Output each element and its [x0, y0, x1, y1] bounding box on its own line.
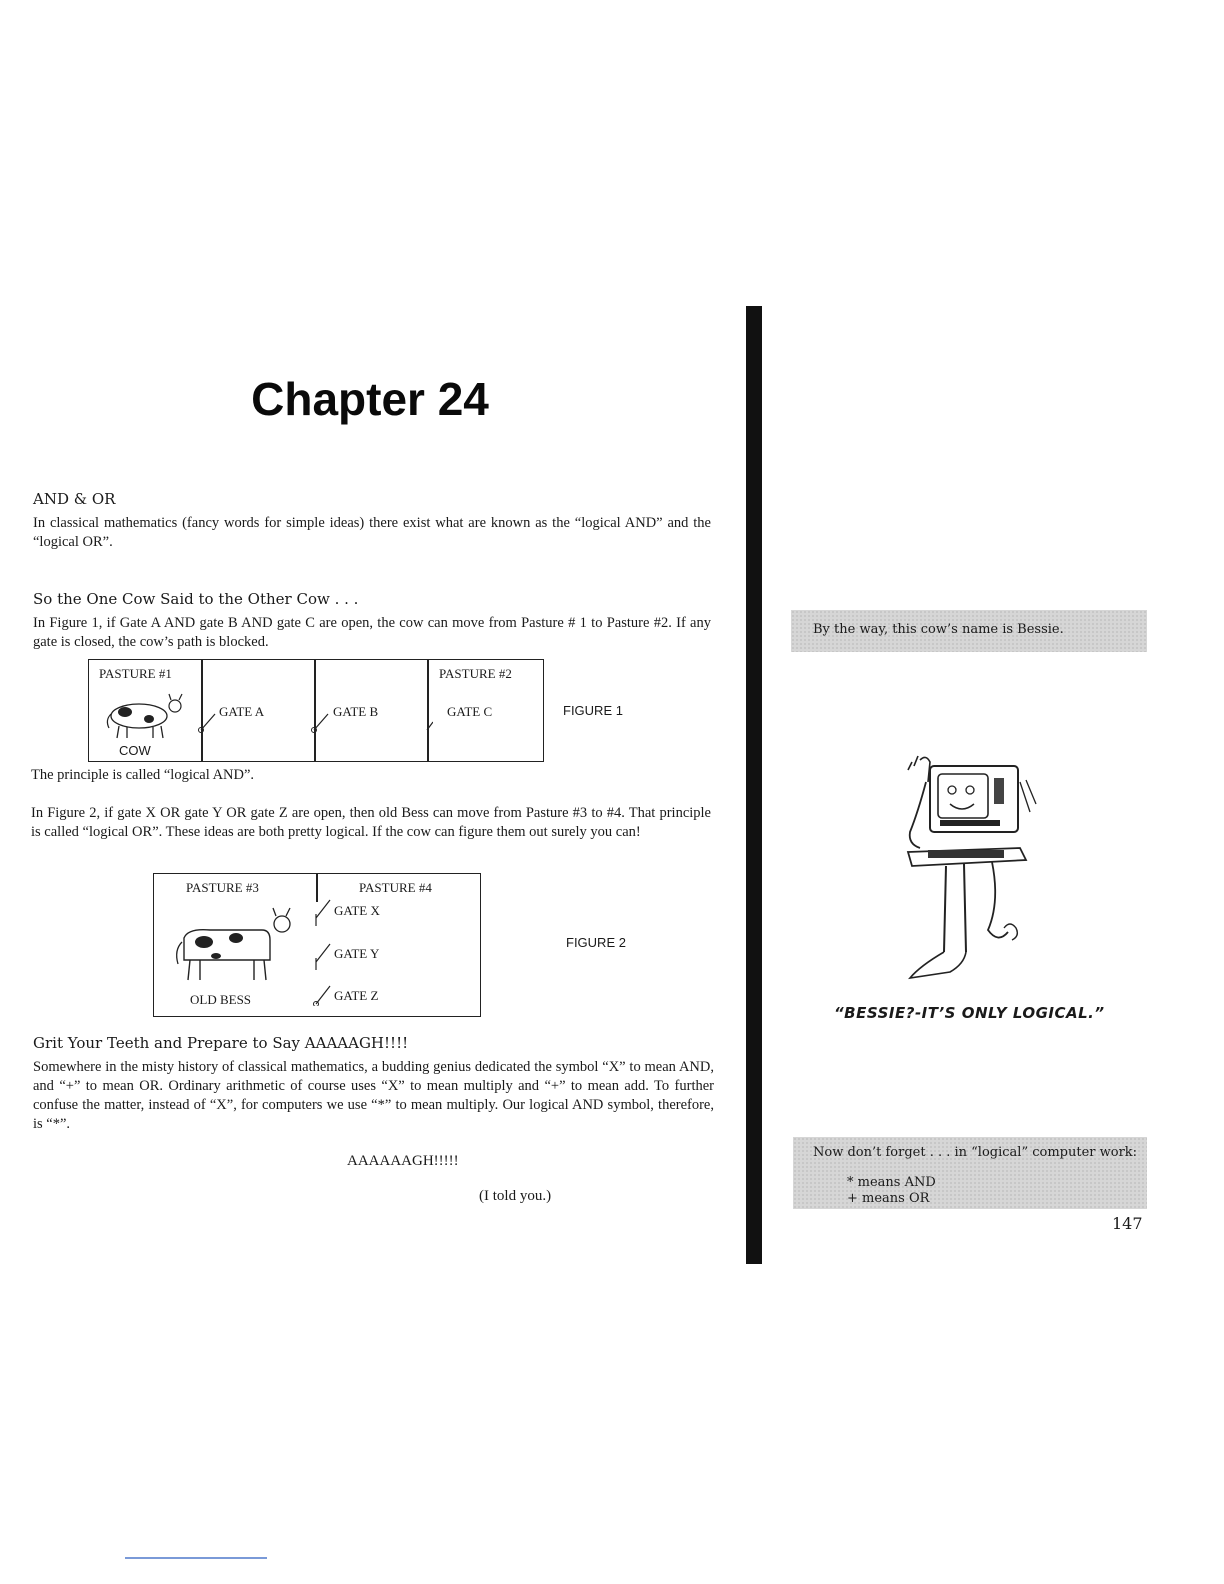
bessie-note: By the way, this cow’s name is Bessie. [813, 622, 1064, 637]
section-body-cow: In Figure 1, if Gate A AND gate B AND gate C are open, the cow can move from Pasture # 1 to Pasture #2. If any gate is closed, the cow’s path is blocked. [33, 615, 711, 650]
cow-label: COW [119, 743, 151, 758]
logic-reminder-box [793, 1137, 1147, 1209]
old-bess-label: OLD BESS [190, 992, 252, 1007]
pasture-3-label: PASTURE #3 [186, 880, 259, 895]
told-you-text: (I told you.) [479, 1188, 552, 1204]
logic-reminder-or: + means OR [847, 1191, 930, 1206]
page-divider [746, 306, 762, 1264]
gate-a-label: GATE A [219, 704, 265, 719]
pasture-1-label: PASTURE #1 [99, 666, 172, 681]
gate-x-label: GATE X [334, 903, 380, 918]
cartoon-caption: “BESSIE?-IT’S ONLY LOGICAL.” [834, 1004, 1105, 1022]
computer-cartoon-icon [880, 752, 1050, 992]
pasture-2-label: PASTURE #2 [439, 666, 512, 681]
gate-c-label: GATE C [447, 704, 493, 719]
cow-icon [170, 904, 296, 984]
section-body-and-or: In classical mathematics (fancy words for simple ideas) there exist what are known as the “logical AND” and the “logical OR”. [33, 515, 711, 550]
chapter-title: Chapter 24 [251, 373, 489, 425]
gate-y-label: GATE Y [334, 946, 380, 961]
page-number: 147 [1112, 1214, 1143, 1233]
logic-reminder-and: * means AND [847, 1175, 936, 1190]
section-body-or: In Figure 2, if gate X OR gate Y OR gate Z are open, then old Bess can move from Pasture #3 to #4. That principle is called “logical OR”. These ideas are both pretty logical. If the cow can figure them out surely you can! [31, 805, 711, 840]
section-heading-cow: So the One Cow Said to the Other Cow . . . [33, 590, 359, 608]
pasture-4-label: PASTURE #4 [359, 880, 432, 895]
principle-and: The principle is called “logical AND”. [31, 767, 255, 783]
figure-2 [153, 873, 481, 1017]
figure-2-caption: FIGURE 2 [566, 935, 626, 950]
cow-icon [103, 690, 191, 740]
section-body-grit: Somewhere in the misty history of classical mathematics, a budding genius dedicated the symbol “X” to mean AND, and “+” to mean OR. Ordinary arithmetic of course uses “X” to mean multiply and “+” to mean add. To further confuse the matter, instead of “X”, for computers we use “*” to mean multiply. Our logical AND symbol, therefore, is “*”. [33, 1059, 714, 1132]
exclaim-text: AAAAAAGH!!!!! [347, 1153, 459, 1169]
section-heading-grit: Grit Your Teeth and Prepare to Say AAAAAGH!!!! [33, 1034, 409, 1052]
gate-z-label: GATE Z [334, 988, 379, 1003]
footer-line [125, 1557, 267, 1559]
figure-1 [88, 659, 544, 762]
logic-reminder-title: Now don’t forget . . . in “logical” computer work: [813, 1145, 1138, 1160]
section-heading-and-or: AND & OR [33, 490, 116, 508]
gate-b-label: GATE B [333, 704, 379, 719]
bessie-note-box [791, 610, 1147, 652]
figure-1-caption: FIGURE 1 [563, 703, 623, 718]
